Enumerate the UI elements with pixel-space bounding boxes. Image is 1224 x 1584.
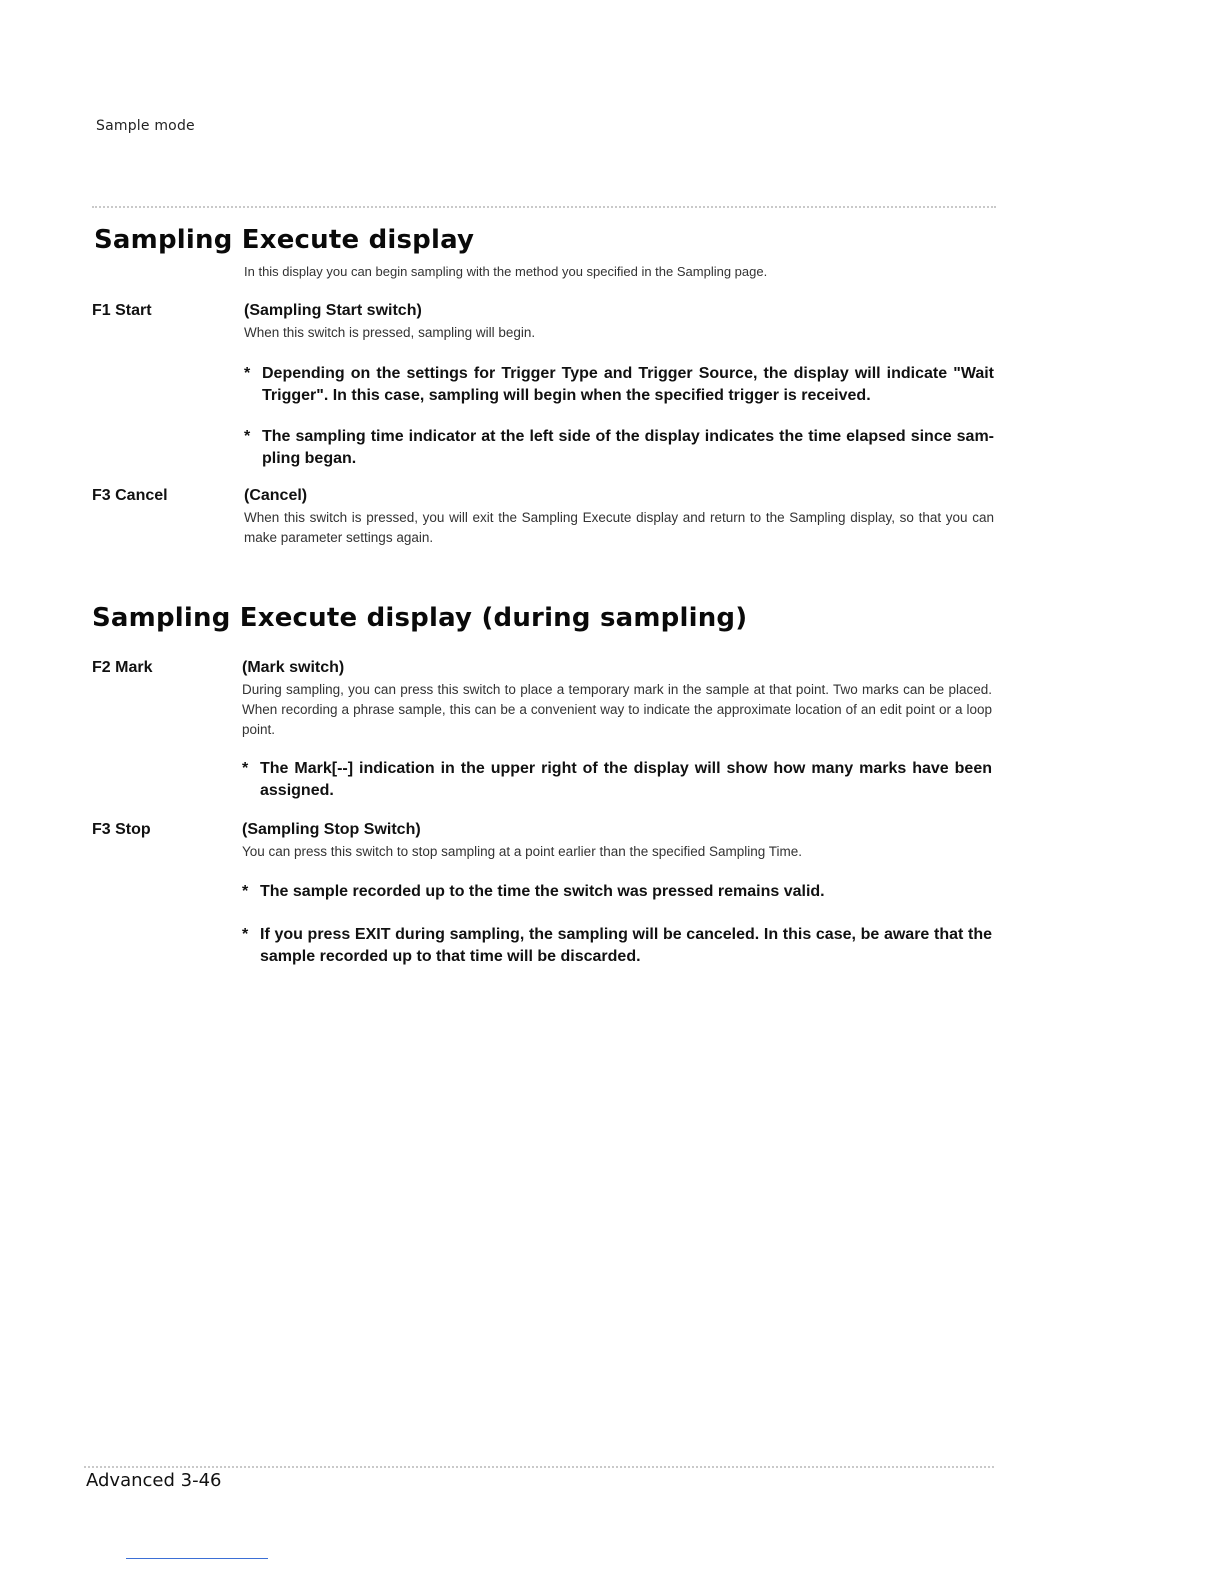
bullet-marker: *: [244, 428, 251, 445]
note-text: The sampling time indicator at the left side of the display indicates the time elapsed since sam-pling began.: [262, 428, 994, 467]
page-number: Advanced 3-46: [86, 1470, 222, 1491]
entry-title: (Sampling Start switch): [244, 302, 422, 319]
function-key-label-f3-cancel: F3 Cancel: [92, 487, 168, 504]
entry-description: When this switch is pressed, sampling will begin.: [244, 325, 536, 340]
entry-title: (Mark switch): [242, 659, 345, 676]
function-key-label-f1-start: F1 Start: [92, 302, 152, 319]
blue-underline-mark: [126, 1558, 268, 1559]
note-text: Depending on the settings for Trigger Type and Trigger Source, the display will indicate "Wait Trigger". In this case, sampling will begin when the specified trigger is received.: [262, 365, 994, 404]
function-key-label-f2-mark: F2 Mark: [92, 659, 153, 676]
entry-f3-cancel: [244, 487, 994, 548]
entry-title: (Sampling Stop Switch): [242, 821, 421, 838]
entry-f1-start: [244, 302, 994, 343]
top-divider: [92, 206, 996, 208]
note-text: The Mark[--] indication in the upper right of the display will show how many marks have been assigned.: [260, 760, 992, 799]
note-mark-indication: [242, 758, 992, 802]
bullet-marker: *: [244, 365, 251, 382]
entry-f3-stop: [242, 821, 992, 862]
entry-f2-mark: [242, 659, 992, 740]
note-time-indicator: [244, 426, 994, 470]
entry-description: During sampling, you can press this switch to place a temporary mark in the sample at that point. Two marks can be placed. When recording a phrase sample, this can be a convenient way to indicate the approximate location of an edit point or a loop point.: [242, 682, 992, 737]
bullet-marker: *: [242, 760, 249, 777]
section-heading-sampling-execute: Sampling Execute display: [94, 225, 475, 255]
note-text: The sample recorded up to the time the switch was pressed remains valid.: [260, 883, 825, 900]
entry-description: When this switch is pressed, you will exit the Sampling Execute display and return to the Sampling display, so that you can make parameter settings again.: [244, 510, 994, 545]
entry-description: You can press this switch to stop sampling at a point earlier than the specified Sampling Time.: [242, 844, 803, 859]
entry-title: (Cancel): [244, 487, 308, 504]
bullet-marker: *: [242, 926, 249, 943]
note-exit-cancel: [242, 924, 992, 968]
note-wait-trigger: [244, 363, 994, 407]
note-text: If you press EXIT during sampling, the sampling will be canceled. In this case, be aware that the sample recorded up to that time will be discarded.: [260, 926, 992, 965]
function-key-label-f3-stop: F3 Stop: [92, 821, 151, 838]
bullet-marker: *: [242, 883, 249, 900]
running-head: Sample mode: [96, 118, 195, 134]
note-sample-valid: [242, 881, 992, 903]
bottom-divider: [84, 1466, 994, 1468]
section-heading-during-sampling: Sampling Execute display (during sampling): [92, 603, 748, 633]
section-intro: In this display you can begin sampling with the method you specified in the Sampling page.: [244, 264, 768, 279]
